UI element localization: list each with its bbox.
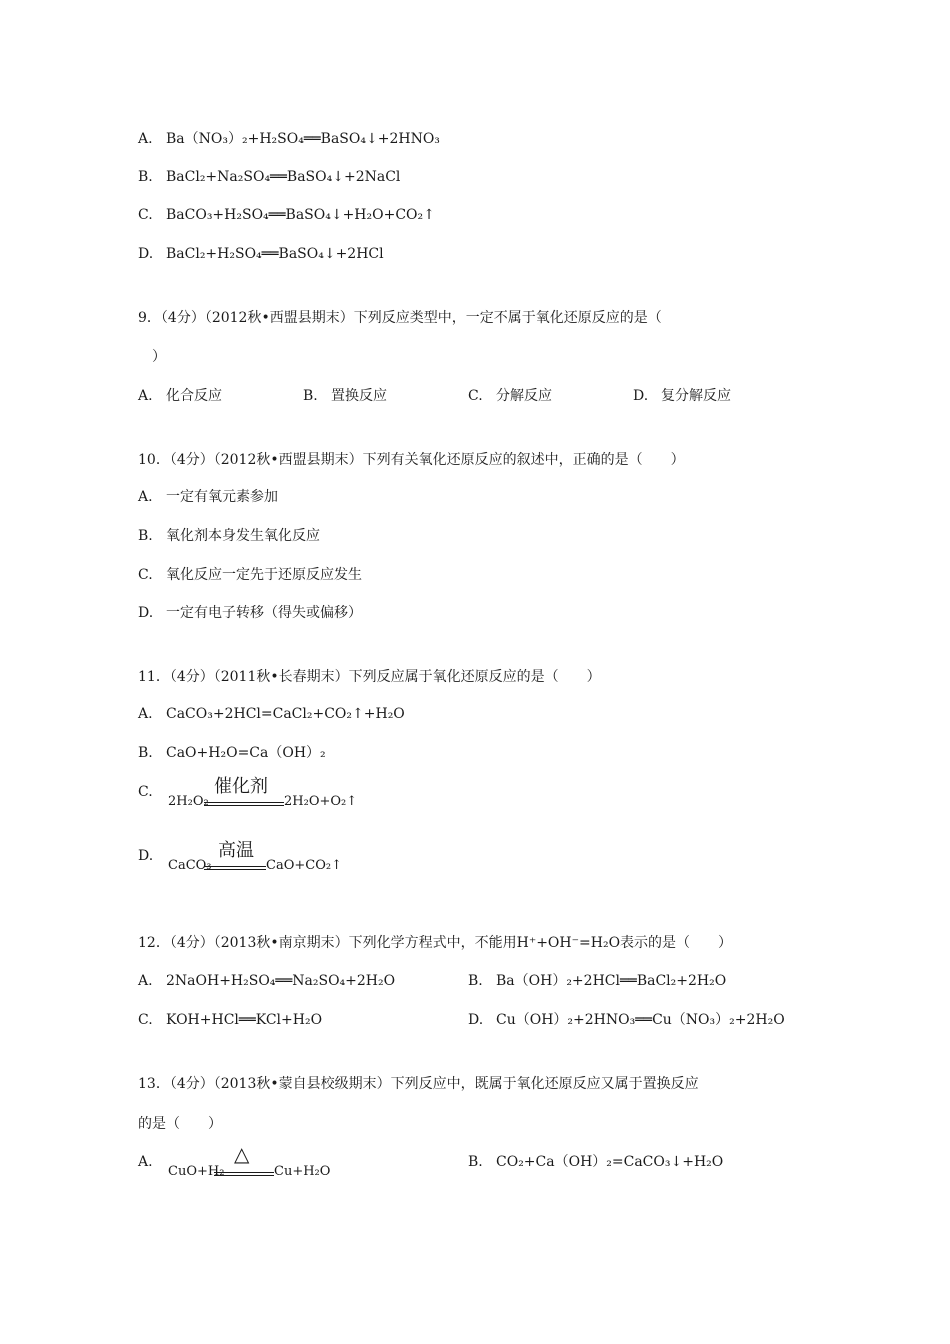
q8-option-d	[138, 244, 384, 264]
reaction-condition: 催化剂	[214, 776, 268, 797]
option-label: D.	[138, 848, 154, 864]
option-text: 一定有电子转移（得失或偏移）	[166, 605, 362, 621]
option-text: 分解反应	[496, 388, 552, 404]
q9-stem: 9．（4分）（2012秋•西盟县期末）下列反应类型中，一定不属于氧化还原反应的是（	[138, 310, 662, 326]
q11-stem: 11．（4分）（2011秋•长春期末）下列反应属于氧化还原反应的是（ ）	[138, 669, 601, 685]
option-label: D.	[468, 1012, 484, 1028]
q11-option-b	[138, 743, 326, 763]
option-text: KOH+HCl══KCl+H₂O	[166, 1012, 323, 1028]
q8-option-b	[138, 167, 400, 187]
equation-products: 2H₂O+O₂↑	[284, 794, 358, 809]
option-text: Ba（NO₃）₂+H₂SO₄══BaSO₄↓+2HNO₃	[166, 131, 440, 147]
option-label: A.	[138, 706, 153, 722]
q12-option-c	[138, 1010, 322, 1030]
q11-option-d	[138, 846, 166, 866]
option-label: B.	[138, 745, 153, 761]
option-label: D.	[138, 246, 154, 262]
option-label: B.	[138, 528, 153, 544]
option-label: C.	[468, 388, 483, 404]
q13-stem-cont: 的是（ ）	[138, 1116, 222, 1132]
option-label: C.	[138, 784, 153, 800]
q12-option-a	[138, 971, 395, 991]
option-text: Ba（OH）₂+2HCl══BaCl₂+2H₂O	[496, 973, 727, 989]
option-text: 氧化剂本身发生氧化反应	[166, 528, 320, 544]
option-text: 氧化反应一定先于还原反应发生	[166, 567, 362, 583]
q9-option-d	[633, 386, 731, 406]
q10-option-b	[138, 526, 320, 546]
option-label: B.	[303, 388, 318, 404]
q9-option-c	[468, 386, 552, 406]
q10-stem: 10．（4分）（2012秋•西盟县期末）下列有关氧化还原反应的叙述中，正确的是（ ）	[138, 452, 685, 468]
q13-option-a	[138, 1152, 166, 1172]
q10-option-c	[138, 565, 362, 585]
option-text: BaCO₃+H₂SO₄══BaSO₄↓+H₂O+CO₂↑	[166, 207, 435, 223]
option-text: BaCl₂+Na₂SO₄══BaSO₄↓+2NaCl	[166, 169, 401, 185]
q12-option-d	[468, 1010, 785, 1030]
q10-option-a	[138, 487, 278, 507]
option-text: CaO+H₂O=Ca（OH）₂	[166, 745, 326, 761]
option-label: D.	[138, 605, 154, 621]
equals-sign	[214, 1172, 274, 1176]
q13-stem: 13．（4分）（2013秋•蒙自县校级期末）下列反应中，既属于氧化还原反应又属于置换反应	[138, 1076, 699, 1092]
equals-sign	[204, 802, 284, 806]
option-text: 复分解反应	[661, 388, 731, 404]
equation-reactants: CaCO₃	[168, 858, 212, 873]
option-label: C.	[138, 1012, 153, 1028]
equation-products: Cu+H₂O	[274, 1164, 331, 1179]
q8-option-a	[138, 129, 440, 149]
q13-option-a-equation	[168, 1142, 368, 1190]
reaction-condition: 高温	[218, 840, 254, 861]
option-text: Cu（OH）₂+2HNO₃══Cu（NO₃）₂+2H₂O	[496, 1012, 785, 1028]
option-label: C.	[138, 207, 153, 223]
equation-reactants: CuO+H₂	[168, 1164, 225, 1179]
equals-sign	[204, 866, 266, 870]
q8-option-c	[138, 205, 435, 225]
equation-products: CaO+CO₂↑	[266, 858, 342, 873]
heating-condition-icon: △	[234, 1142, 250, 1166]
option-text: 一定有氧元素参加	[166, 489, 278, 505]
option-label: A.	[138, 131, 153, 147]
q9-option-b	[303, 386, 387, 406]
q9-stem-cont: ）	[152, 349, 166, 365]
option-label: A.	[138, 1154, 153, 1170]
q12-stem: 12．（4分）（2013秋•南京期末）下列化学方程式中，不能用H⁺+OH⁻=H₂O表示的是（ ）	[138, 935, 733, 951]
option-label: D.	[633, 388, 649, 404]
option-text: BaCl₂+H₂SO₄══BaSO₄↓+2HCl	[166, 246, 384, 262]
q12-option-b	[468, 971, 726, 991]
option-text: 化合反应	[166, 388, 222, 404]
option-label: A.	[138, 388, 153, 404]
option-text: CO₂+Ca（OH）₂=CaCO₃↓+H₂O	[496, 1154, 724, 1170]
q11-option-d-equation	[168, 840, 368, 884]
q11-option-c-equation	[168, 776, 368, 820]
equation-reactants: 2H₂O₂	[168, 794, 209, 809]
q11-option-a	[138, 704, 405, 724]
option-label: B.	[468, 1154, 483, 1170]
q13-option-b	[468, 1152, 723, 1172]
q10-option-d	[138, 603, 362, 623]
q9-option-a	[138, 386, 222, 406]
option-text: 置换反应	[331, 388, 387, 404]
option-label: B.	[138, 169, 153, 185]
option-text: 2NaOH+H₂SO₄══Na₂SO₄+2H₂O	[166, 973, 396, 989]
option-label: A.	[138, 489, 153, 505]
option-label: C.	[138, 567, 153, 583]
q11-option-c	[138, 782, 166, 802]
option-label: A.	[138, 973, 153, 989]
option-label: B.	[468, 973, 483, 989]
option-text: CaCO₃+2HCl=CaCl₂+CO₂↑+H₂O	[166, 706, 405, 722]
